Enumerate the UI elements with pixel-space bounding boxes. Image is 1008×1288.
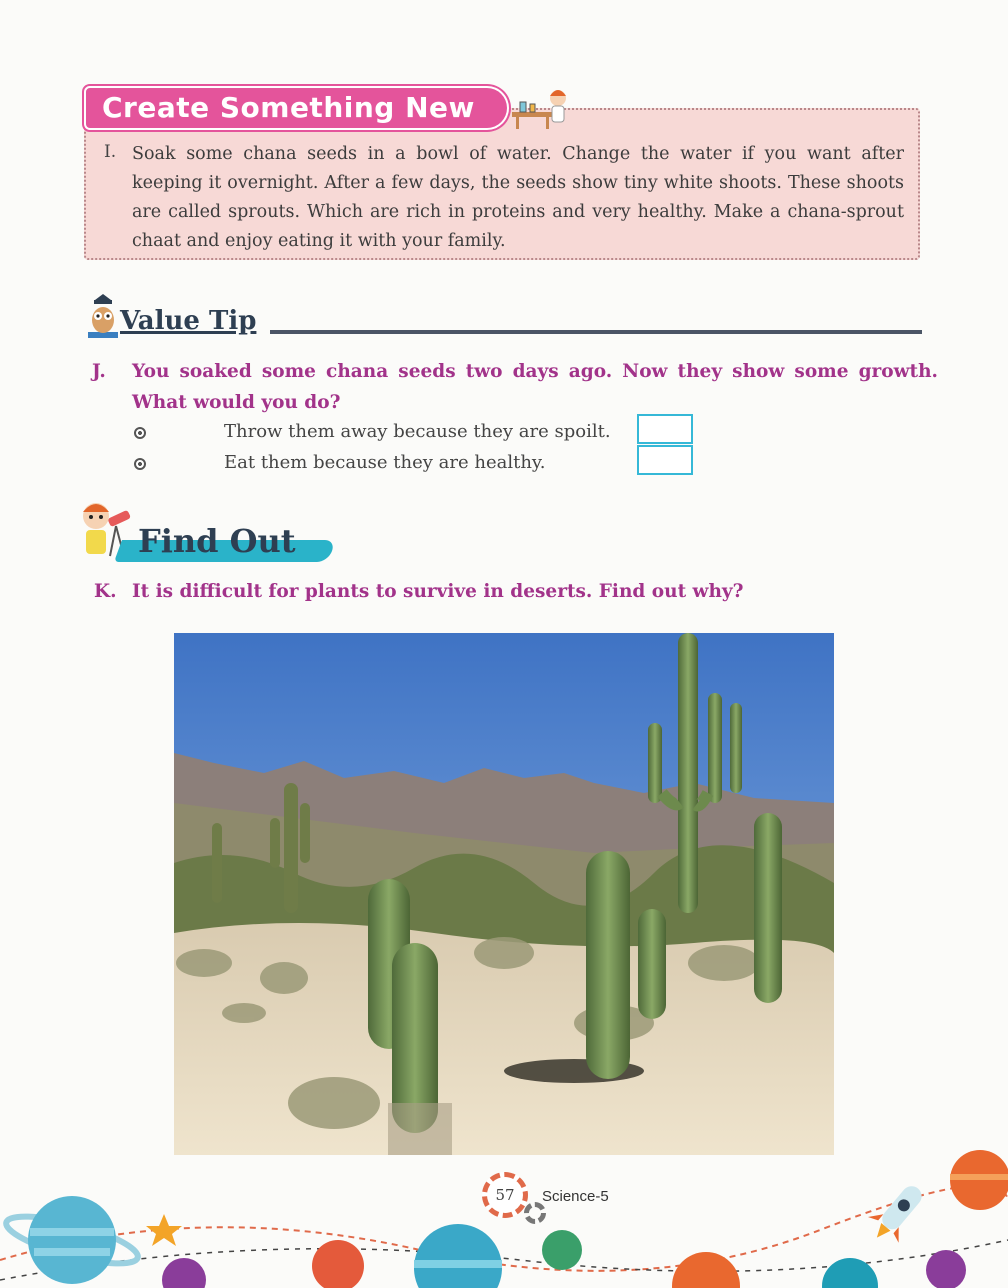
answer-checkbox[interactable] — [637, 414, 693, 444]
bullet-icon — [134, 458, 146, 470]
answer-checkbox[interactable] — [637, 445, 693, 475]
activity-number: I. — [104, 142, 117, 162]
desert-cactus-photo — [174, 633, 834, 1155]
question-label-j: J. — [92, 361, 106, 382]
owl-icon — [84, 292, 122, 342]
space-decoration — [0, 1140, 1008, 1288]
bullet-icon — [134, 427, 146, 439]
question-text-j: You soaked some chana seeds two days ago. Now they show some growth. What would you do? — [132, 361, 938, 413]
question-text-k: It is difficult for plants to survive in deserts. Find out why? — [132, 581, 744, 602]
scientist-illustration — [510, 86, 572, 130]
option-text: Throw them away because they are spoilt. — [224, 421, 611, 442]
activity-text: Soak some chana seeds in a bowl of water. Change the water if you want after keeping it overnight. After a few days, the seeds show tiny white shoots. These shoots are called sprouts. Which are rich in proteins and very healthy. Make a chana-sprout chaat and enjoy eating it with your family. — [132, 144, 904, 251]
option-text: Eat them because they are healthy. — [224, 452, 546, 473]
book-title: Science-5 — [542, 1188, 609, 1205]
section-title-create: Create Something New — [84, 86, 509, 130]
section-title-value-tip: Value Tip — [120, 306, 257, 336]
title-underline — [270, 330, 922, 334]
question-label-k: K. — [94, 581, 117, 602]
section-title-find-out: Find Out — [138, 522, 296, 560]
page-number: 57 — [495, 1186, 515, 1204]
